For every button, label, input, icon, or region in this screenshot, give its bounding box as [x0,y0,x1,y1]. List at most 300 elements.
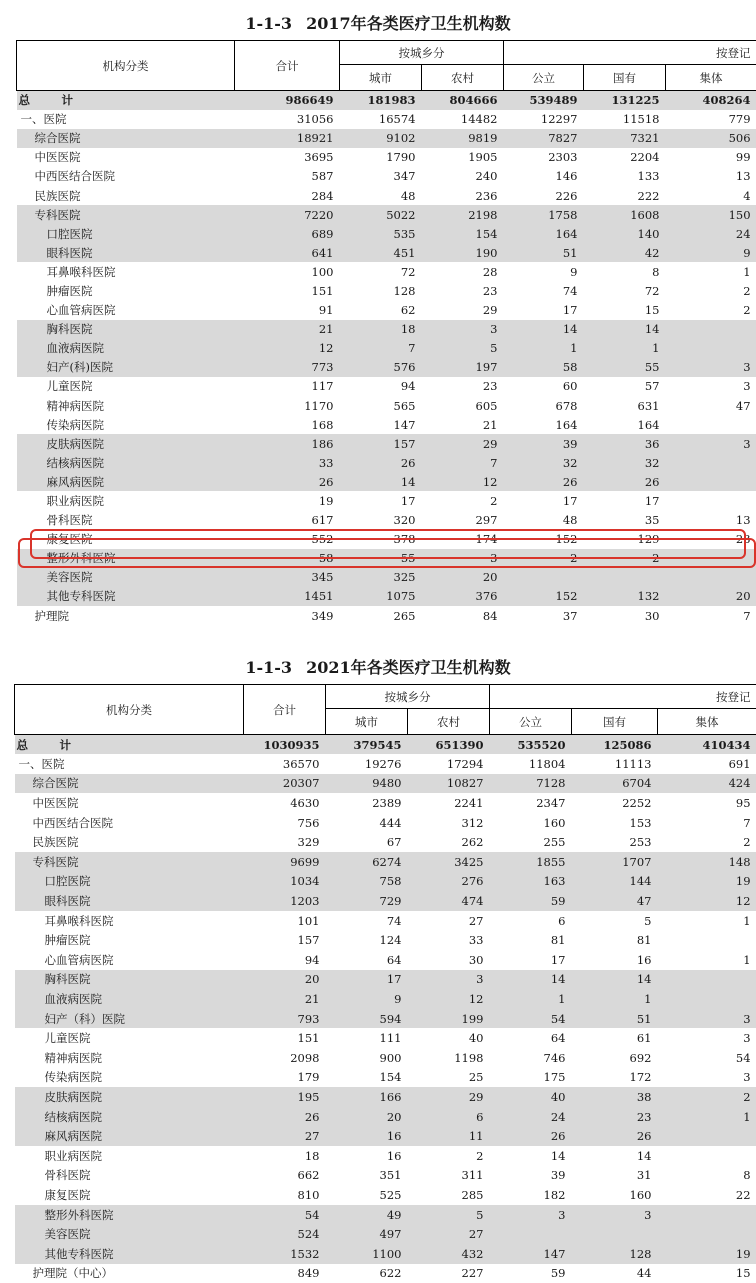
cell-public: 2 [504,549,584,568]
row-label: 结核病医院 [15,1107,244,1127]
row-label: 传染病医院 [17,415,235,434]
cell-collective: 1 [666,262,756,281]
table-row [15,970,756,990]
cell-city: 74 [326,911,408,931]
cell-state-owned: 1 [572,989,658,1009]
cell-total: 2098 [244,1048,326,1068]
table-title [0,0,756,40]
cell-state-owned: 38 [572,1087,658,1107]
cell-collective [666,320,756,339]
cell-collective: 408264 [666,91,756,110]
cell-collective [666,472,756,491]
table-row [15,1166,756,1186]
cell-state-owned: 253 [572,832,658,852]
cell-city: 166 [326,1087,408,1107]
cell-collective: 7 [658,813,756,833]
cell-rural: 27 [408,911,490,931]
cell-state-owned: 51 [572,1009,658,1029]
row-label: 康复医院 [15,1185,244,1205]
row-label: 眼科医院 [17,243,235,262]
row-label: 血液病医院 [17,339,235,358]
cell-state-owned: 128 [572,1244,658,1264]
cell-state-owned: 11518 [584,110,666,129]
table-title-text: 2017年各类医疗卫生机构数 [306,14,511,33]
cell-city: 19276 [326,754,408,774]
row-label: 心血管病医院 [15,950,244,970]
cell-rural: 10827 [408,774,490,794]
cell-city: 154 [326,1068,408,1088]
cell-collective: 691 [658,754,756,774]
cell-total: 1170 [235,396,340,415]
cell-rural: 605 [422,396,504,415]
cell-city: 16 [326,1146,408,1166]
row-label: 专科医院 [15,852,244,872]
data-table-2017 [16,40,756,625]
cell-total: 329 [244,832,326,852]
cell-city: 525 [326,1185,408,1205]
cell-public: 74 [504,281,584,300]
cell-state-owned: 81 [572,930,658,950]
cell-rural: 312 [408,813,490,833]
cell-rural: 1905 [422,148,504,167]
table-row [15,1224,756,1244]
cell-public: 163 [490,872,572,892]
cell-state-owned: 35 [584,511,666,530]
cell-collective: 20 [666,587,756,606]
table-row [15,852,756,872]
cell-state-owned: 42 [584,243,666,262]
cell-public: 7827 [504,129,584,148]
header-total: 合计 [244,685,326,735]
row-label: 肿瘤医院 [17,281,235,300]
cell-rural: 236 [422,186,504,205]
cell-city: 7 [340,339,422,358]
cell-collective: 13 [666,511,756,530]
cell-collective: 99 [666,148,756,167]
cell-total: 587 [235,167,340,186]
row-label: 骨科医院 [17,511,235,530]
cell-state-owned: 3 [572,1205,658,1225]
cell-total: 3695 [235,148,340,167]
cell-state-owned: 61 [572,1028,658,1048]
table-row [15,832,756,852]
cell-total: 662 [244,1166,326,1186]
row-label: 皮肤病医院 [15,1087,244,1107]
header-collective: 集体 [658,709,756,735]
cell-total: 552 [235,530,340,549]
row-label: 其他专科医院 [17,587,235,606]
row-label: 总 计 [17,91,235,110]
table-row [15,735,756,755]
cell-rural: 154 [422,224,504,243]
table-row [17,415,756,434]
cell-total: 12 [235,339,340,358]
cell-collective [666,415,756,434]
cell-rural: 190 [422,243,504,262]
cell-rural: 297 [422,511,504,530]
row-label: 胸科医院 [17,320,235,339]
cell-rural: 21 [422,415,504,434]
cell-total: 986649 [235,91,340,110]
cell-state-owned: 631 [584,396,666,415]
cell-public: 1 [504,339,584,358]
cell-state-owned: 2204 [584,148,666,167]
cell-collective: 23 [666,530,756,549]
row-label: 中医医院 [15,793,244,813]
cell-public: 14 [490,970,572,990]
cell-state-owned: 7321 [584,129,666,148]
cell-public: 164 [504,224,584,243]
cell-city: 17 [326,970,408,990]
cell-public: 14 [504,320,584,339]
cell-state-owned: 57 [584,377,666,396]
cell-collective: 2 [658,832,756,852]
table-row [15,1009,756,1029]
cell-state-owned: 164 [584,415,666,434]
cell-total: 19 [235,491,340,510]
table-section-2021 [0,644,756,1283]
cell-state-owned: 1608 [584,205,666,224]
cell-city: 900 [326,1048,408,1068]
table-body [17,91,756,626]
row-label: 传染病医院 [15,1068,244,1088]
cell-public: 12297 [504,110,584,129]
cell-total: 773 [235,358,340,377]
cell-public: 160 [490,813,572,833]
cell-total: 1203 [244,891,326,911]
cell-city: 49 [326,1205,408,1225]
row-label: 一、医院 [17,110,235,129]
row-label: 民族医院 [15,832,244,852]
cell-collective: 424 [658,774,756,794]
cell-rural: 1198 [408,1048,490,1068]
cell-public: 39 [504,434,584,453]
cell-rural: 432 [408,1244,490,1264]
row-label: 中医医院 [17,148,235,167]
cell-rural: 12 [408,989,490,1009]
header-total: 合计 [235,41,340,91]
cell-city: 325 [340,568,422,587]
cell-collective: 1 [658,1107,756,1127]
table-row [17,301,756,320]
header-city: 城市 [340,65,422,91]
cell-city: 1790 [340,148,422,167]
cell-total: 4630 [244,793,326,813]
cell-rural: 3 [422,549,504,568]
header-rural: 农村 [408,709,490,735]
row-label: 康复医院 [17,530,235,549]
cell-city: 622 [326,1264,408,1283]
cell-public: 2303 [504,148,584,167]
row-label: 耳鼻喉科医院 [15,911,244,931]
cell-public: 59 [490,891,572,911]
cell-public: 746 [490,1048,572,1068]
cell-public: 152 [504,530,584,549]
cell-city: 2389 [326,793,408,813]
cell-city: 18 [340,320,422,339]
table-row [17,205,756,224]
cell-city: 6274 [326,852,408,872]
cell-public: 164 [504,415,584,434]
cell-city: 26 [340,453,422,472]
cell-city: 347 [340,167,422,186]
table-row [17,167,756,186]
row-label: 职业病医院 [17,491,235,510]
cell-state-owned: 129 [584,530,666,549]
cell-rural: 25 [408,1068,490,1088]
table-row [15,793,756,813]
cell-public: 182 [490,1185,572,1205]
cell-city: 594 [326,1009,408,1029]
cell-city: 181983 [340,91,422,110]
cell-public [504,568,584,587]
header-by-registration: 按登记 [504,41,756,65]
cell-city: 17 [340,491,422,510]
cell-collective: 19 [658,1244,756,1264]
cell-state-owned [584,568,666,587]
table-row [15,1126,756,1146]
cell-rural: 17294 [408,754,490,774]
cell-rural: 27 [408,1224,490,1244]
cell-rural: 227 [408,1264,490,1283]
cell-collective: 2 [658,1087,756,1107]
table-row [15,1244,756,1264]
row-label: 综合医院 [17,129,235,148]
table-number: 1-1-3 [245,658,292,677]
cell-public: 60 [504,377,584,396]
cell-city: 111 [326,1028,408,1048]
table-row [15,1264,756,1283]
table-row [15,911,756,931]
row-label: 美容医院 [17,568,235,587]
cell-state-owned: 14 [572,970,658,990]
cell-total: 33 [235,453,340,472]
table-row [15,930,756,950]
cell-public: 255 [490,832,572,852]
table-row [17,320,756,339]
cell-public: 146 [504,167,584,186]
row-label: 中西医结合医院 [15,813,244,833]
cell-total: 21 [235,320,340,339]
row-label: 妇产（科）医院 [15,1009,244,1029]
cell-public: 9 [504,262,584,281]
cell-public: 535520 [490,735,572,755]
cell-total: 101 [244,911,326,931]
table-row [15,1205,756,1225]
cell-collective: 12 [658,891,756,911]
cell-public: 39 [490,1166,572,1186]
cell-total: 18921 [235,129,340,148]
cell-city: 67 [326,832,408,852]
cell-rural: 174 [422,530,504,549]
cell-city: 729 [326,891,408,911]
cell-collective [658,1224,756,1244]
row-label: 口腔医院 [17,224,235,243]
table-row [15,774,756,794]
cell-rural: 12 [422,472,504,491]
cell-city: 451 [340,243,422,262]
cell-total: 1030935 [244,735,326,755]
cell-total: 18 [244,1146,326,1166]
cell-collective: 3 [658,1009,756,1029]
cell-total: 151 [235,281,340,300]
cell-state-owned: 14 [572,1146,658,1166]
cell-public: 1 [490,989,572,1009]
cell-total: 284 [235,186,340,205]
table-section-2017 [0,0,756,625]
table-row [17,358,756,377]
table-row [15,1146,756,1166]
row-label: 专科医院 [17,205,235,224]
cell-total: 1034 [244,872,326,892]
row-label: 综合医院 [15,774,244,794]
cell-city: 535 [340,224,422,243]
cell-public: 1758 [504,205,584,224]
cell-collective: 3 [666,358,756,377]
cell-public: 51 [504,243,584,262]
cell-city: 48 [340,186,422,205]
cell-collective: 95 [658,793,756,813]
cell-rural: 23 [422,377,504,396]
cell-public: 678 [504,396,584,415]
cell-total: 91 [235,301,340,320]
cell-state-owned [572,1224,658,1244]
cell-rural: 651390 [408,735,490,755]
cell-public: 14 [490,1146,572,1166]
cell-collective: 8 [658,1166,756,1186]
cell-public: 59 [490,1264,572,1283]
cell-collective: 3 [658,1068,756,1088]
cell-rural: 285 [408,1185,490,1205]
cell-public: 11804 [490,754,572,774]
table-row [17,568,756,587]
table-row [17,511,756,530]
cell-rural: 84 [422,606,504,625]
row-label: 麻风病医院 [17,472,235,491]
cell-public: 54 [490,1009,572,1029]
cell-city: 64 [326,950,408,970]
table-row [17,453,756,472]
cell-city: 147 [340,415,422,434]
table-row [15,1087,756,1107]
cell-collective: 410434 [658,735,756,755]
row-label: 精神病医院 [15,1048,244,1068]
cell-state-owned: 31 [572,1166,658,1186]
cell-state-owned: 125086 [572,735,658,755]
cell-city: 16574 [340,110,422,129]
cell-city: 378 [340,530,422,549]
cell-state-owned: 30 [584,606,666,625]
table-row [17,186,756,205]
cell-public: 175 [490,1068,572,1088]
cell-state-owned: 8 [584,262,666,281]
cell-collective: 506 [666,129,756,148]
cell-collective: 7 [666,606,756,625]
cell-state-owned: 692 [572,1048,658,1068]
cell-collective: 13 [666,167,756,186]
cell-public: 64 [490,1028,572,1048]
cell-state-owned: 222 [584,186,666,205]
cell-rural: 23 [422,281,504,300]
cell-collective [666,339,756,358]
cell-state-owned: 2252 [572,793,658,813]
cell-city: 72 [340,262,422,281]
cell-state-owned: 32 [584,453,666,472]
table-row [17,587,756,606]
cell-collective: 15 [658,1264,756,1283]
cell-total: 168 [235,415,340,434]
cell-rural: 2241 [408,793,490,813]
table-row [17,224,756,243]
cell-public [490,1224,572,1244]
cell-public: 58 [504,358,584,377]
cell-collective [666,549,756,568]
cell-rural: 11 [408,1126,490,1146]
cell-rural: 6 [408,1107,490,1127]
cell-rural: 28 [422,262,504,281]
cell-public: 32 [504,453,584,472]
cell-collective: 22 [658,1185,756,1205]
cell-total: 524 [244,1224,326,1244]
table-row [17,110,756,129]
cell-total: 9699 [244,852,326,872]
header-rural: 农村 [422,65,504,91]
table-row [15,989,756,1009]
cell-total: 689 [235,224,340,243]
cell-rural: 2198 [422,205,504,224]
cell-state-owned: 47 [572,891,658,911]
cell-total: 345 [235,568,340,587]
cell-state-owned: 6704 [572,774,658,794]
cell-city: 157 [340,434,422,453]
cell-city: 320 [340,511,422,530]
table-row [15,1185,756,1205]
cell-rural: 311 [408,1166,490,1186]
table-row [17,472,756,491]
header-category: 机构分类 [17,41,235,91]
cell-public: 24 [490,1107,572,1127]
cell-state-owned: 26 [584,472,666,491]
cell-state-owned: 23 [572,1107,658,1127]
cell-city: 9102 [340,129,422,148]
cell-city: 55 [340,549,422,568]
cell-collective: 779 [666,110,756,129]
row-label: 中西医结合医院 [17,167,235,186]
row-label: 口腔医院 [15,872,244,892]
cell-public: 7128 [490,774,572,794]
header-by-area: 按城乡分 [326,685,490,709]
cell-rural: 197 [422,358,504,377]
row-label: 血液病医院 [15,989,244,1009]
cell-public: 2347 [490,793,572,813]
cell-rural: 3 [422,320,504,339]
cell-rural: 30 [408,950,490,970]
cell-city: 9 [326,989,408,1009]
cell-public: 152 [504,587,584,606]
table-row [15,1107,756,1127]
cell-collective: 47 [666,396,756,415]
table-row [17,129,756,148]
cell-total: 58 [235,549,340,568]
cell-state-owned: 36 [584,434,666,453]
cell-city: 1100 [326,1244,408,1264]
cell-rural: 14482 [422,110,504,129]
cell-city: 62 [340,301,422,320]
cell-total: 179 [244,1068,326,1088]
cell-state-owned: 55 [584,358,666,377]
cell-total: 100 [235,262,340,281]
cell-state-owned: 1707 [572,852,658,872]
